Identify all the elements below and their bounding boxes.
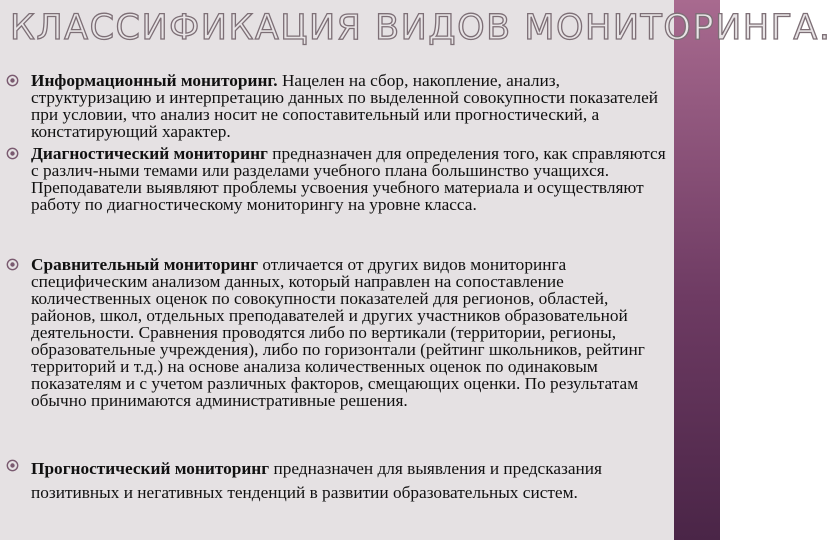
list-item-term: Прогностический мониторинг [31, 459, 270, 478]
list-item-description: Нацелен на сбор, накопление, анализ, структуризацию и интерпретацию данных по выделенной совокупности показателей при условии, что анализ носит не сопоставительный или прогностический, а констатирующий характер. [31, 71, 659, 141]
list-item-description: отличается от других видов мониторинга специфическим анализом данных, который направлен на сопоставление количественных оценок по совокупности показателей для регионов, областей, районов, школ, отдельных преподавателей и других участников образовательной деятельности. Сравнения проводятся либо по вертикали (территории, регионы, образовательные учреждения), либо по горизонтали (рейтинг школьников, рейтинг территорий и т.д.) на основе анализа количественных оценок по одинаковым показателям и с учетом различных факторов, смещающих оценки. По результатам обычно принимаются административные решения. [31, 255, 645, 410]
list-item-text [31, 72, 671, 140]
circled-dot-icon [6, 459, 19, 472]
accent-side-bar [674, 0, 720, 540]
list-item-term: Сравнительный мониторинг [31, 255, 259, 274]
list-item-text [31, 145, 671, 213]
circled-dot-icon [6, 74, 19, 87]
list-item-term: Диагностический мониторинг [31, 144, 268, 163]
list-item-term: Информационный мониторинг. [31, 71, 278, 90]
list-item-description: предназначен для выявления и предсказания позитивных и негативных тенденций в развитии образовательных систем. [31, 459, 602, 502]
list-item-text [31, 457, 671, 505]
list-item-text [31, 256, 671, 409]
slide-title: КЛАССИФИКАЦИЯ ВИДОВ МОНИТОРИНГА. [10, 8, 832, 48]
circled-dot-icon [6, 147, 19, 160]
list-item-description: предназначен для определения того, как справляются с различ-ными темами или разделами учебного плана большинство учащихся. Преподаватели выявляют проблемы усвоения учебного материала и осуществляют работу по диагностическому мониторингу на уровне класса. [31, 144, 666, 214]
circled-dot-icon [6, 258, 19, 271]
